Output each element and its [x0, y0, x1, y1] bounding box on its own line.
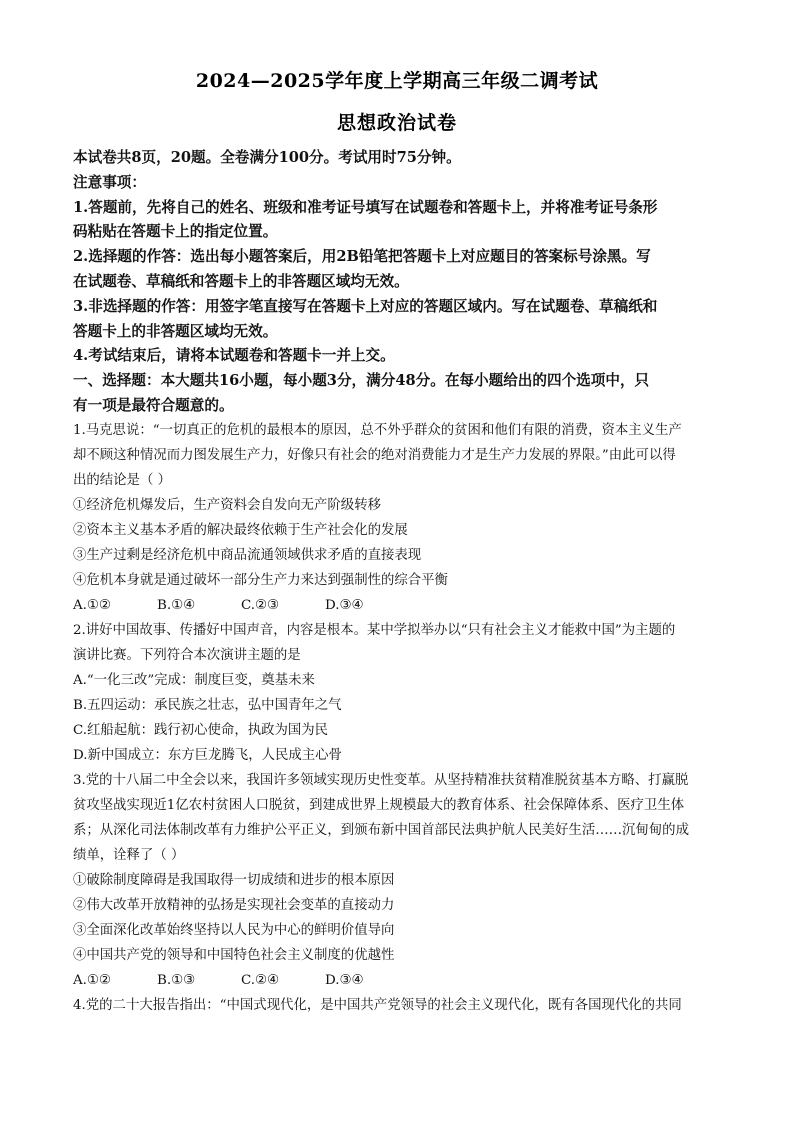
statement-item: ①破除制度障碍是我国取得一切成绩和进步的根本原因 — [73, 873, 395, 888]
question-stem: 演讲比赛。下列符合本次演讲主题的是 — [73, 648, 301, 663]
question-stem: 3.党的十八届二中全会以来，我国许多领域实现历史性变革。从坚持精准扶贫精准脱贫基本方略、打赢脱 — [73, 773, 689, 788]
notes-heading: 注意事项： — [73, 173, 146, 191]
question-3 — [73, 768, 721, 993]
question-stem: 2.讲好中国故事、传播好中国声音，内容是根本。某中学拟举办以“只有社会主义才能救中国”为主题的 — [73, 623, 676, 638]
question-stem: 绩单，诠释了（ ） — [73, 848, 185, 863]
note-line: 4.考试结束后，请将本试题卷和答题卡一并上交。 — [73, 347, 395, 365]
option-b: B.①③ — [157, 973, 196, 988]
exam-info-line: 本试卷共8页，20题。全卷满分100分。考试用时75分钟。 — [73, 149, 461, 166]
statement-item: ②资本主义基本矛盾的解决最终依赖于生产社会化的发展 — [73, 523, 408, 538]
option-b: B.五四运动：承民族之壮志，弘中国青年之气 — [73, 698, 342, 713]
section-heading: 有一项是最符合题意的。 — [73, 396, 234, 414]
statement-item: ④中国共产党的领导和中国特色社会主义制度的优越性 — [73, 948, 395, 963]
statement-item: ④危机本身就是通过破坏一部分生产力来达到强制性的综合平衡 — [73, 573, 448, 588]
section-heading: 一、选择题：本大题共16小题，每小题3分，满分48分。在每小题给出的四个选项中，只 — [73, 372, 650, 390]
question-stem: 4.党的二十大报告指出：“中国式现代化，是中国共产党领导的社会主义现代化，既有各国现代化的共同 — [73, 998, 682, 1013]
option-c: C.②③ — [241, 598, 280, 613]
option-a: A.“一化三改”完成：制度巨变，奠基未来 — [73, 673, 315, 688]
instructions — [73, 146, 721, 419]
exam-title: 2024—2025学年度上学期高三年级二调考试 — [195, 70, 599, 92]
statement-item: ①经济危机爆发后，生产资料会自发向无产阶级转移 — [73, 498, 381, 513]
option-a: A.①② — [73, 973, 111, 988]
option-c: C.②④ — [241, 973, 280, 988]
note-line: 码粘贴在答题卡上的指定位置。 — [73, 223, 278, 241]
note-line: 3.非选择题的作答：用签字笔直接写在答题卡上对应的答题区域内。写在试题卷、草稿纸和 — [73, 297, 658, 315]
statement-item: ②伟大改革开放精神的弘扬是实现社会变革的直接动力 — [73, 898, 395, 913]
option-c: C.红船起航：践行初心使命，执政为国为民 — [73, 723, 329, 738]
option-a: A.①② — [73, 598, 111, 613]
question-1 — [73, 418, 721, 618]
option-d: D.新中国成立：东方巨龙腾飞，人民成主心骨 — [73, 748, 342, 763]
question-stem: 系；从深化司法体制改革有力维护公平正义，到颁布新中国首部民法典护航人民美好生活……沉甸甸的成 — [73, 823, 689, 838]
note-line: 在试题卷、草稿纸和答题卡上的非答题区域均无效。 — [73, 272, 409, 290]
question-2 — [73, 618, 721, 768]
note-line: 答题卡上的非答题区域均无效。 — [73, 322, 278, 340]
question-stem: 贫攻坚战实现近1亿农村贫困人口脱贫，到建成世界上规模最大的教育体系、社会保障体系、医疗卫生体 — [73, 798, 685, 813]
option-b: B.①④ — [157, 598, 196, 613]
question-stem: 1.马克思说：“一切真正的危机的最根本的原因，总不外乎群众的贫困和他们有限的消费，资本主义生产 — [73, 423, 682, 438]
question-stem: 出的结论是（ ） — [73, 473, 171, 488]
exam-subtitle: 思想政治试卷 — [336, 112, 457, 134]
answer-options — [73, 593, 721, 618]
note-line: 2.选择题的作答：选出每小题答案后，用2B铅笔把答题卡上对应题目的答案标号涂黑。写 — [73, 248, 651, 266]
question-4 — [73, 993, 721, 1018]
statement-item: ③全面深化改革始终坚持以人民为中心的鲜明价值导向 — [73, 923, 395, 938]
question-stem: 却不顾这种情况而力图发展生产力，好像只有社会的绝对消费能力才是生产力发展的界限。”由此可以得 — [73, 448, 676, 463]
note-line: 1.答题前，先将自己的姓名、班级和准考证号填写在试题卷和答题卡上，并将准考证号条形 — [73, 198, 658, 216]
option-d: D.③④ — [325, 598, 364, 613]
answer-options — [73, 968, 721, 993]
statement-item: ③生产过剩是经济危机中商品流通领域供求矛盾的直接表现 — [73, 548, 422, 563]
option-d: D.③④ — [325, 973, 364, 988]
